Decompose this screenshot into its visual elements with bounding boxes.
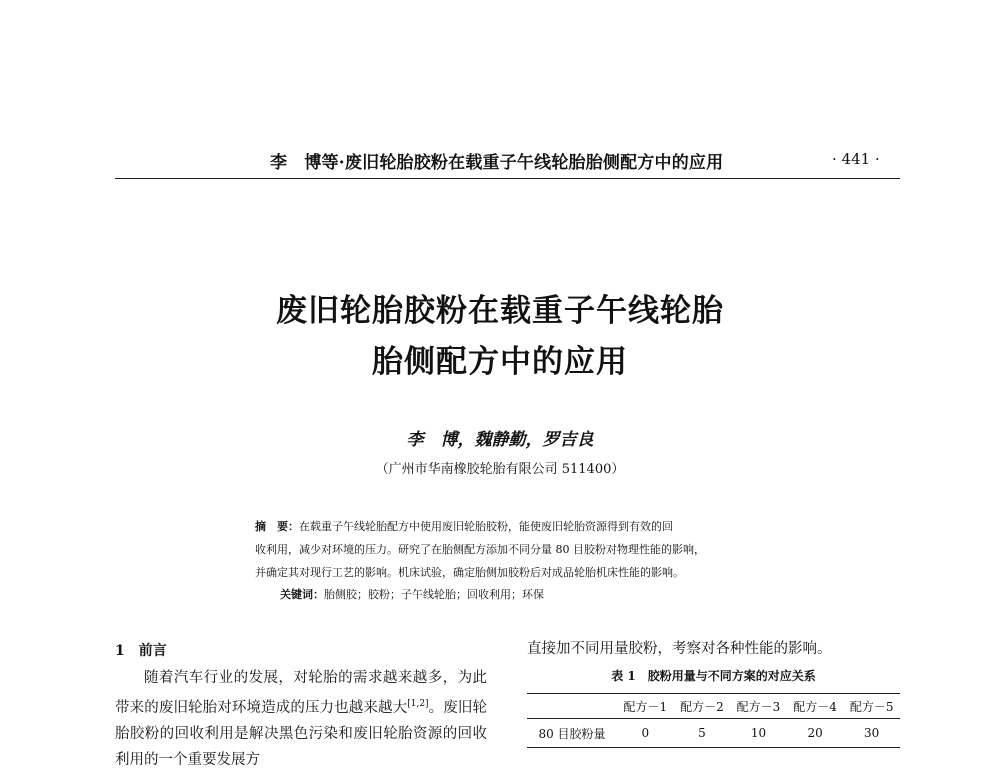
- table-header-cell: 配方－3: [730, 694, 787, 719]
- keywords-label: 关键词：: [280, 588, 324, 601]
- page-number: · 441 ·: [832, 150, 880, 168]
- table-header-cell: 配方－1: [617, 694, 674, 719]
- keywords-text: 胎侧胶；胶粉；子午线轮胎；回收利用；环保: [324, 588, 544, 601]
- authors: 李 博，魏静勤，罗吉良: [406, 430, 594, 450]
- section-body: [115, 665, 487, 773]
- abstract-line1: [255, 515, 777, 538]
- table-caption: 表 1 胶粉用量与不同方案的对应关系: [611, 669, 816, 683]
- paper-title-line2: 胎侧配方中的应用: [372, 344, 628, 380]
- table-cell: 20: [787, 719, 844, 748]
- table-header-cell: 配方－4: [787, 694, 844, 719]
- table-cell: 10: [730, 719, 787, 748]
- abstract-line3: 并确定其对现行工艺的影响。机床试验，确定胎侧加胶粉后对成品轮胎机床性能的影响。: [255, 566, 684, 579]
- table-cell: 30: [843, 719, 900, 748]
- abstract-label: 摘 要：: [255, 520, 299, 533]
- paragraph-text-cont: 。废旧轮胎胶粉的回收利用是解决黑色污染和废旧轮胎资源的回收利用的一个重要发展方: [115, 699, 488, 768]
- keywords: [280, 586, 544, 602]
- table-cell: 0: [617, 719, 674, 748]
- paragraph-text: 随着汽车行业的发展，对轮胎的需求越来越多，为此带来的废旧轮胎对环境造成的压力也越来越大: [115, 670, 487, 716]
- paper-title-line1: 废旧轮胎胶粉在载重子午线轮胎: [276, 293, 724, 329]
- running-header-title: 李 博等·废旧轮胎胶粉在载重子午线轮胎胎侧配方中的应用: [270, 153, 724, 173]
- section-heading: 1 前言: [115, 643, 167, 659]
- abstract: [255, 515, 777, 584]
- right-column-text: 直接加不同用量胶粉，考察对各种性能的影响。: [527, 641, 832, 657]
- table-row: [527, 719, 900, 748]
- affiliation: （广州市华南橡胶轮胎有限公司 511400）: [375, 462, 625, 477]
- table-header-row: [527, 694, 900, 719]
- paragraph: [115, 665, 487, 773]
- citation: [1,2]: [407, 699, 429, 709]
- table-cell: 5: [674, 719, 731, 748]
- table-header-cell: [527, 694, 617, 719]
- table-header-cell: 配方－2: [674, 694, 731, 719]
- abstract-line2: 收利用，减少对环境的压力。研究了在胎侧配方添加不同分量 80 目胶粉对物理性能的影响，: [255, 543, 705, 556]
- table-row-label: 80 目胶粉量: [527, 719, 617, 748]
- abstract-text1: 在载重子午线轮胎配方中使用废旧轮胎胶粉，能使废旧轮胎资源得到有效的回: [299, 520, 673, 533]
- table-header-cell: 配方－5: [843, 694, 900, 719]
- data-table: [527, 693, 900, 748]
